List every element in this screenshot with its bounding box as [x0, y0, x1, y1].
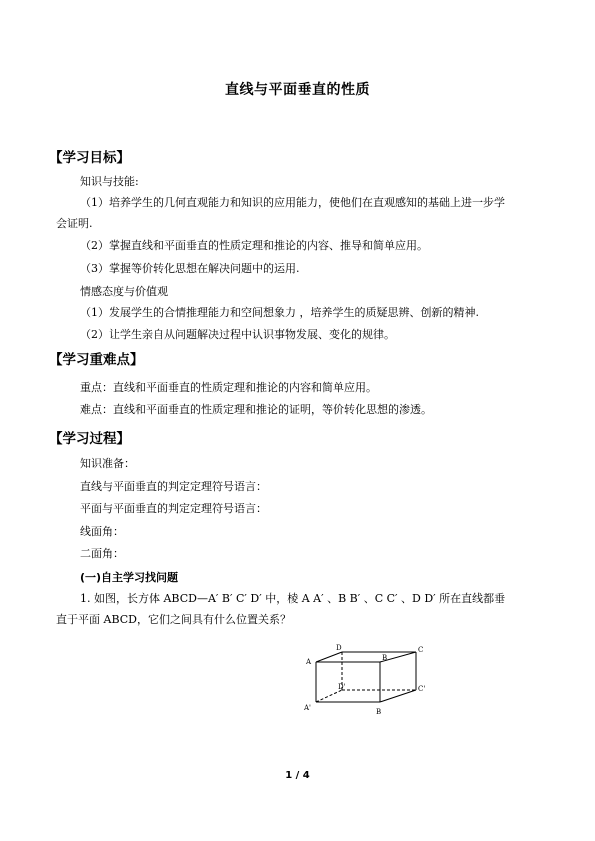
label-a-prime: A': [304, 704, 311, 712]
label-b: B: [382, 654, 388, 662]
attitude-heading: 情感态度与价值观: [80, 285, 168, 298]
goal-k2: （2）掌握直线和平面垂直的性质定理和推论的内容、推导和简单应用。: [80, 239, 428, 252]
label-c-prime: C': [418, 685, 426, 693]
dihedral-angle: 二面角：: [80, 547, 124, 560]
goal-a1: （1）发展学生的合情推理能力和空间想象力 ，培养学生的质疑思辨、创新的精神.: [80, 306, 479, 319]
goal-k1-line1: （1）培养学生的几何直观能力和知识的应用能力，使他们在直观感知的基础上进一步学: [80, 196, 505, 209]
page-title: 直线与平面垂直的性质: [225, 82, 370, 98]
cuboid-figure: [298, 640, 438, 720]
label-a: A: [306, 658, 312, 666]
question-1-line1: 1. 如图，长方体 ABCD—A′ B′ C′ D′ 中，棱 A A′ 、B B′ 、C C′ 、D D′ 所在直线都垂: [80, 592, 506, 605]
subsection-heading: (一)自主学习找问题: [80, 571, 179, 584]
edge-bc-bottom: [380, 690, 416, 702]
goal-k1-line2: 会证明.: [56, 217, 93, 230]
goal-k3: （3）掌握等价转化思想在解决问题中的运用.: [80, 262, 300, 275]
section-heading-goals: 【学习目标】: [49, 150, 130, 166]
section-heading-process: 【学习过程】: [49, 431, 130, 447]
page-number: 1 / 4: [285, 770, 310, 781]
knowledge-prep: 知识准备：: [80, 457, 135, 470]
key-point: 重点：直线和平面垂直的性质定理和推论的内容和简单应用。: [80, 381, 377, 394]
label-d: D: [336, 644, 342, 652]
difficult-point: 难点：直线和平面垂直的性质定理和推论的证明，等价转化思想的渗透。: [80, 403, 432, 416]
label-d-prime: D': [338, 683, 346, 691]
knowledge-heading: 知识与技能:: [80, 175, 139, 188]
edge-ad: [316, 652, 342, 662]
label-c: C: [418, 646, 424, 654]
edge-ad-hidden: [316, 690, 342, 702]
plane-plane-theorem: 平面与平面垂直的判定定理符号语言：: [80, 502, 267, 515]
question-1-line2: 直于平面 ABCD，它们之间具有什么位置关系？: [56, 613, 291, 626]
label-b-prime: B: [376, 708, 382, 716]
section-heading-key-points: 【学习重难点】: [49, 352, 144, 368]
line-plane-theorem: 直线与平面垂直的判定定理符号语言：: [80, 480, 267, 493]
line-plane-angle: 线面角：: [80, 525, 124, 538]
goal-a2: （2）让学生亲自从问题解决过程中认识事物发展、变化的规律。: [80, 328, 395, 341]
